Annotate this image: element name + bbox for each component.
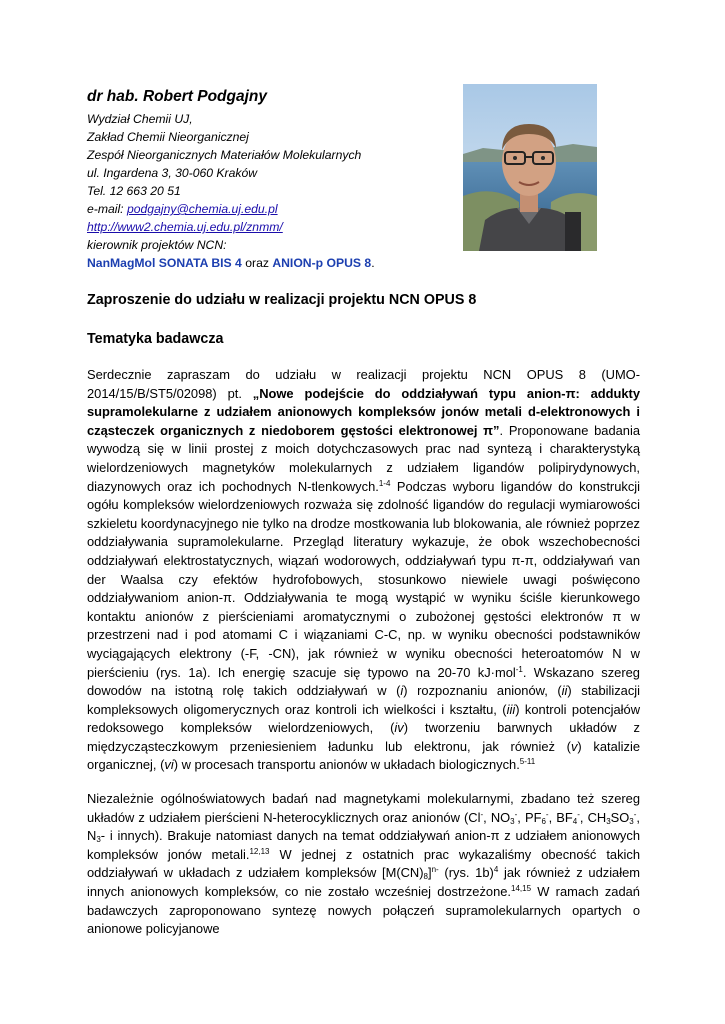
p1-text: ) tworzeniu barwnych układów z międzycząsteczkowym przeniesieniem ładunku lub elektronu, jak również ( xyxy=(87,720,640,754)
role-line: kierownik projektów NCN: xyxy=(87,238,227,252)
research-topic-heading: Tematyka badawcza xyxy=(87,331,224,347)
p2-text: (rys. 1b) xyxy=(438,865,494,881)
charge-superscript: - xyxy=(480,809,484,819)
charge-superscript: - xyxy=(514,809,518,819)
department-line: Zakład Chemii Nieorganicznej xyxy=(87,130,249,144)
formula-subscript: 3 xyxy=(606,816,611,826)
unit-exponent: -1 xyxy=(515,664,523,674)
project-sonata-bis: NanMagMol SONATA BIS 4 xyxy=(87,256,242,270)
p1-text: Podczas wyboru ligandów do konstrukcji ogółu kompleksów wielordzeniowych rozważa się zdolność ligandów do regulacji wymiarowości szkieletu koordynacyjnego nie tylko na drodze mostkowania lub blokowania, ale również poprzez oddziaływania supramolekularne. Przegląd literatury wykazuje, że obok wszechobecności oddziaływań elektrostatycznych, wiązań wodorowych, oddziaływań typu π-π, oddziaływań van der Waalsa czy efektów hydrofobowych, stosunkowo niewiele uwagi poświęcono oddziaływaniom anion-π. Oddziaływania te mogą wystąpić w wyniku ściśle kierunkowego kontaktu anionów z pierścieniami aromatycznymi o zubożonej gęstości elektronów π w przestrzeni nad i pod atomami C i wiązaniami C-C, np. w wyniku obecności podstawników wyciągających elektrony (-F, -CN), jak również w wyniku obecności heteroatomów N w pierścieniu (rys. 1a). Ich energię szacuje się typowo na 20-70 kJ·mol xyxy=(87,478,640,680)
p2-text: jak również z udziałem innych anionowych kompleksów, co nie zostało wcześniej dostrzeżone. xyxy=(87,865,640,899)
citation: 12,13 xyxy=(249,846,270,856)
p2-text: , NO xyxy=(483,809,511,825)
p2-text: , N xyxy=(87,809,640,844)
phone-line: Tel. 12 663 20 51 xyxy=(87,184,181,198)
charge-superscript: n- xyxy=(431,865,439,875)
p2-text: - i innych). Brakuje natomiast danych na temat oddziaływań anion-π z udziałem anionowych kompleksów jonów metali. xyxy=(87,828,640,862)
formula-subscript: 3 xyxy=(510,816,515,826)
formula-subscript: 3 xyxy=(629,816,634,826)
list-marker: ii xyxy=(561,683,568,699)
project-opus-8: ANION-p OPUS 8 xyxy=(272,256,372,270)
citation: 4 xyxy=(493,865,499,875)
citation: 5-11 xyxy=(519,757,536,767)
list-marker: iv xyxy=(394,720,404,736)
p1-text: . Proponowane badania wywodzą się w linii prostej z moich dotychczasowych prac nad syntezą i charakterystyką wielordzeniowych magnetyków molekularnych z udziałem ligandów polipirydynowych, diazynowych oraz ich pochodnych N-tlenkowych. xyxy=(87,422,640,494)
p1-text: ) kontroli potencjałów redoksowego kompleksów wielordzeniowych, ( xyxy=(87,701,641,736)
p1-lead: Serdecznie zapraszam do udziału w realizacji projektu NCN OPUS 8 (UMO-2014/15/B/ST5/02098) pt. xyxy=(87,367,640,401)
list-marker: v xyxy=(570,738,578,754)
formula-subscript: 6 xyxy=(541,816,546,826)
p2-text: , CH xyxy=(579,809,607,825)
p2-text: Niezależnie ogólnoświatowych badań nad magnetykami molekularnymi, zbadano też szereg układów z udziałem pierścieni N-heterocyklicznych oraz anionów (Cl xyxy=(87,791,640,825)
projects-period: . xyxy=(371,256,375,270)
website-link[interactable]: http://www2.chemia.uj.edu.pl/znmm/ xyxy=(87,220,283,234)
list-marker: iii xyxy=(506,701,516,717)
p2-text: , PF xyxy=(517,809,542,825)
citation: 14,15 xyxy=(511,883,532,893)
p2-text: , BF xyxy=(548,809,573,825)
author-contact-block xyxy=(87,88,447,272)
citation: 1-4 xyxy=(378,478,391,488)
formula-subscript: 3 xyxy=(96,835,101,845)
invitation-heading: Zaproszenie do udziału w realizacji projektu NCN OPUS 8 xyxy=(87,292,477,308)
team-line: Zespół Nieorganicznych Materiałów Molekularnych xyxy=(87,148,362,162)
list-marker: vi xyxy=(164,757,174,773)
list-marker: i xyxy=(400,683,404,699)
website-line xyxy=(87,218,447,236)
p1-text: ) stabilizacji kompleksowych oligomerycznych oraz kontroli ich wielkości i kształtu, ( xyxy=(87,683,641,717)
email-line xyxy=(87,200,447,218)
projects-conjunction: oraz xyxy=(241,256,273,270)
faculty-line: Wydział Chemii UJ, xyxy=(87,112,193,126)
formula-subscript: 8 xyxy=(423,872,428,882)
p1-text: ) rozpoznaniu anionów, ( xyxy=(403,683,562,699)
p1-text: ) katalizie organicznej, ( xyxy=(87,738,640,773)
projects-line xyxy=(87,254,447,272)
address-line: ul. Ingardena 3, 30-060 Kraków xyxy=(87,166,258,180)
p2-text: W jednej z ostatnich prac wykazaliśmy obecność takich oddziaływań w układach z udziałem kompleksów [M(CN) xyxy=(87,846,640,881)
charge-superscript: - xyxy=(577,809,580,819)
charge-superscript: - xyxy=(633,809,637,819)
p1-text: . Wskazano szereg dowodów na istotną rolę takich oddziaływań w ( xyxy=(87,664,640,699)
p2-text: W ramach zadań badawczych zaproponowano syntezę nowych połączeń supramolekularnych opartych o anionowe policyjanowe xyxy=(87,883,640,937)
email-link[interactable]: podgajny@chemia.uj.edu.pl xyxy=(126,202,278,216)
email-prefix: e-mail: xyxy=(87,202,127,216)
author-name: dr hab. Robert Podgajny xyxy=(87,88,267,105)
project-title: „Nowe podejście do oddziaływań typu anion-π: addukty supramolekularne z udziałem anionowych kompleksów jonów metali d-elektronowych i cząsteczek organicznych z niedoborem gęstości elektronowej π” xyxy=(87,385,641,438)
research-paragraph-2 xyxy=(87,790,640,939)
p1-text: ) w procesach transportu anionów w układach biologicznych. xyxy=(173,757,520,773)
p2-text: SO xyxy=(610,809,630,825)
formula-subscript: 4 xyxy=(572,816,578,826)
charge-superscript: - xyxy=(545,809,549,819)
p2-text: ] xyxy=(428,865,432,881)
research-paragraph-1 xyxy=(87,366,640,775)
author-photo xyxy=(463,84,597,251)
